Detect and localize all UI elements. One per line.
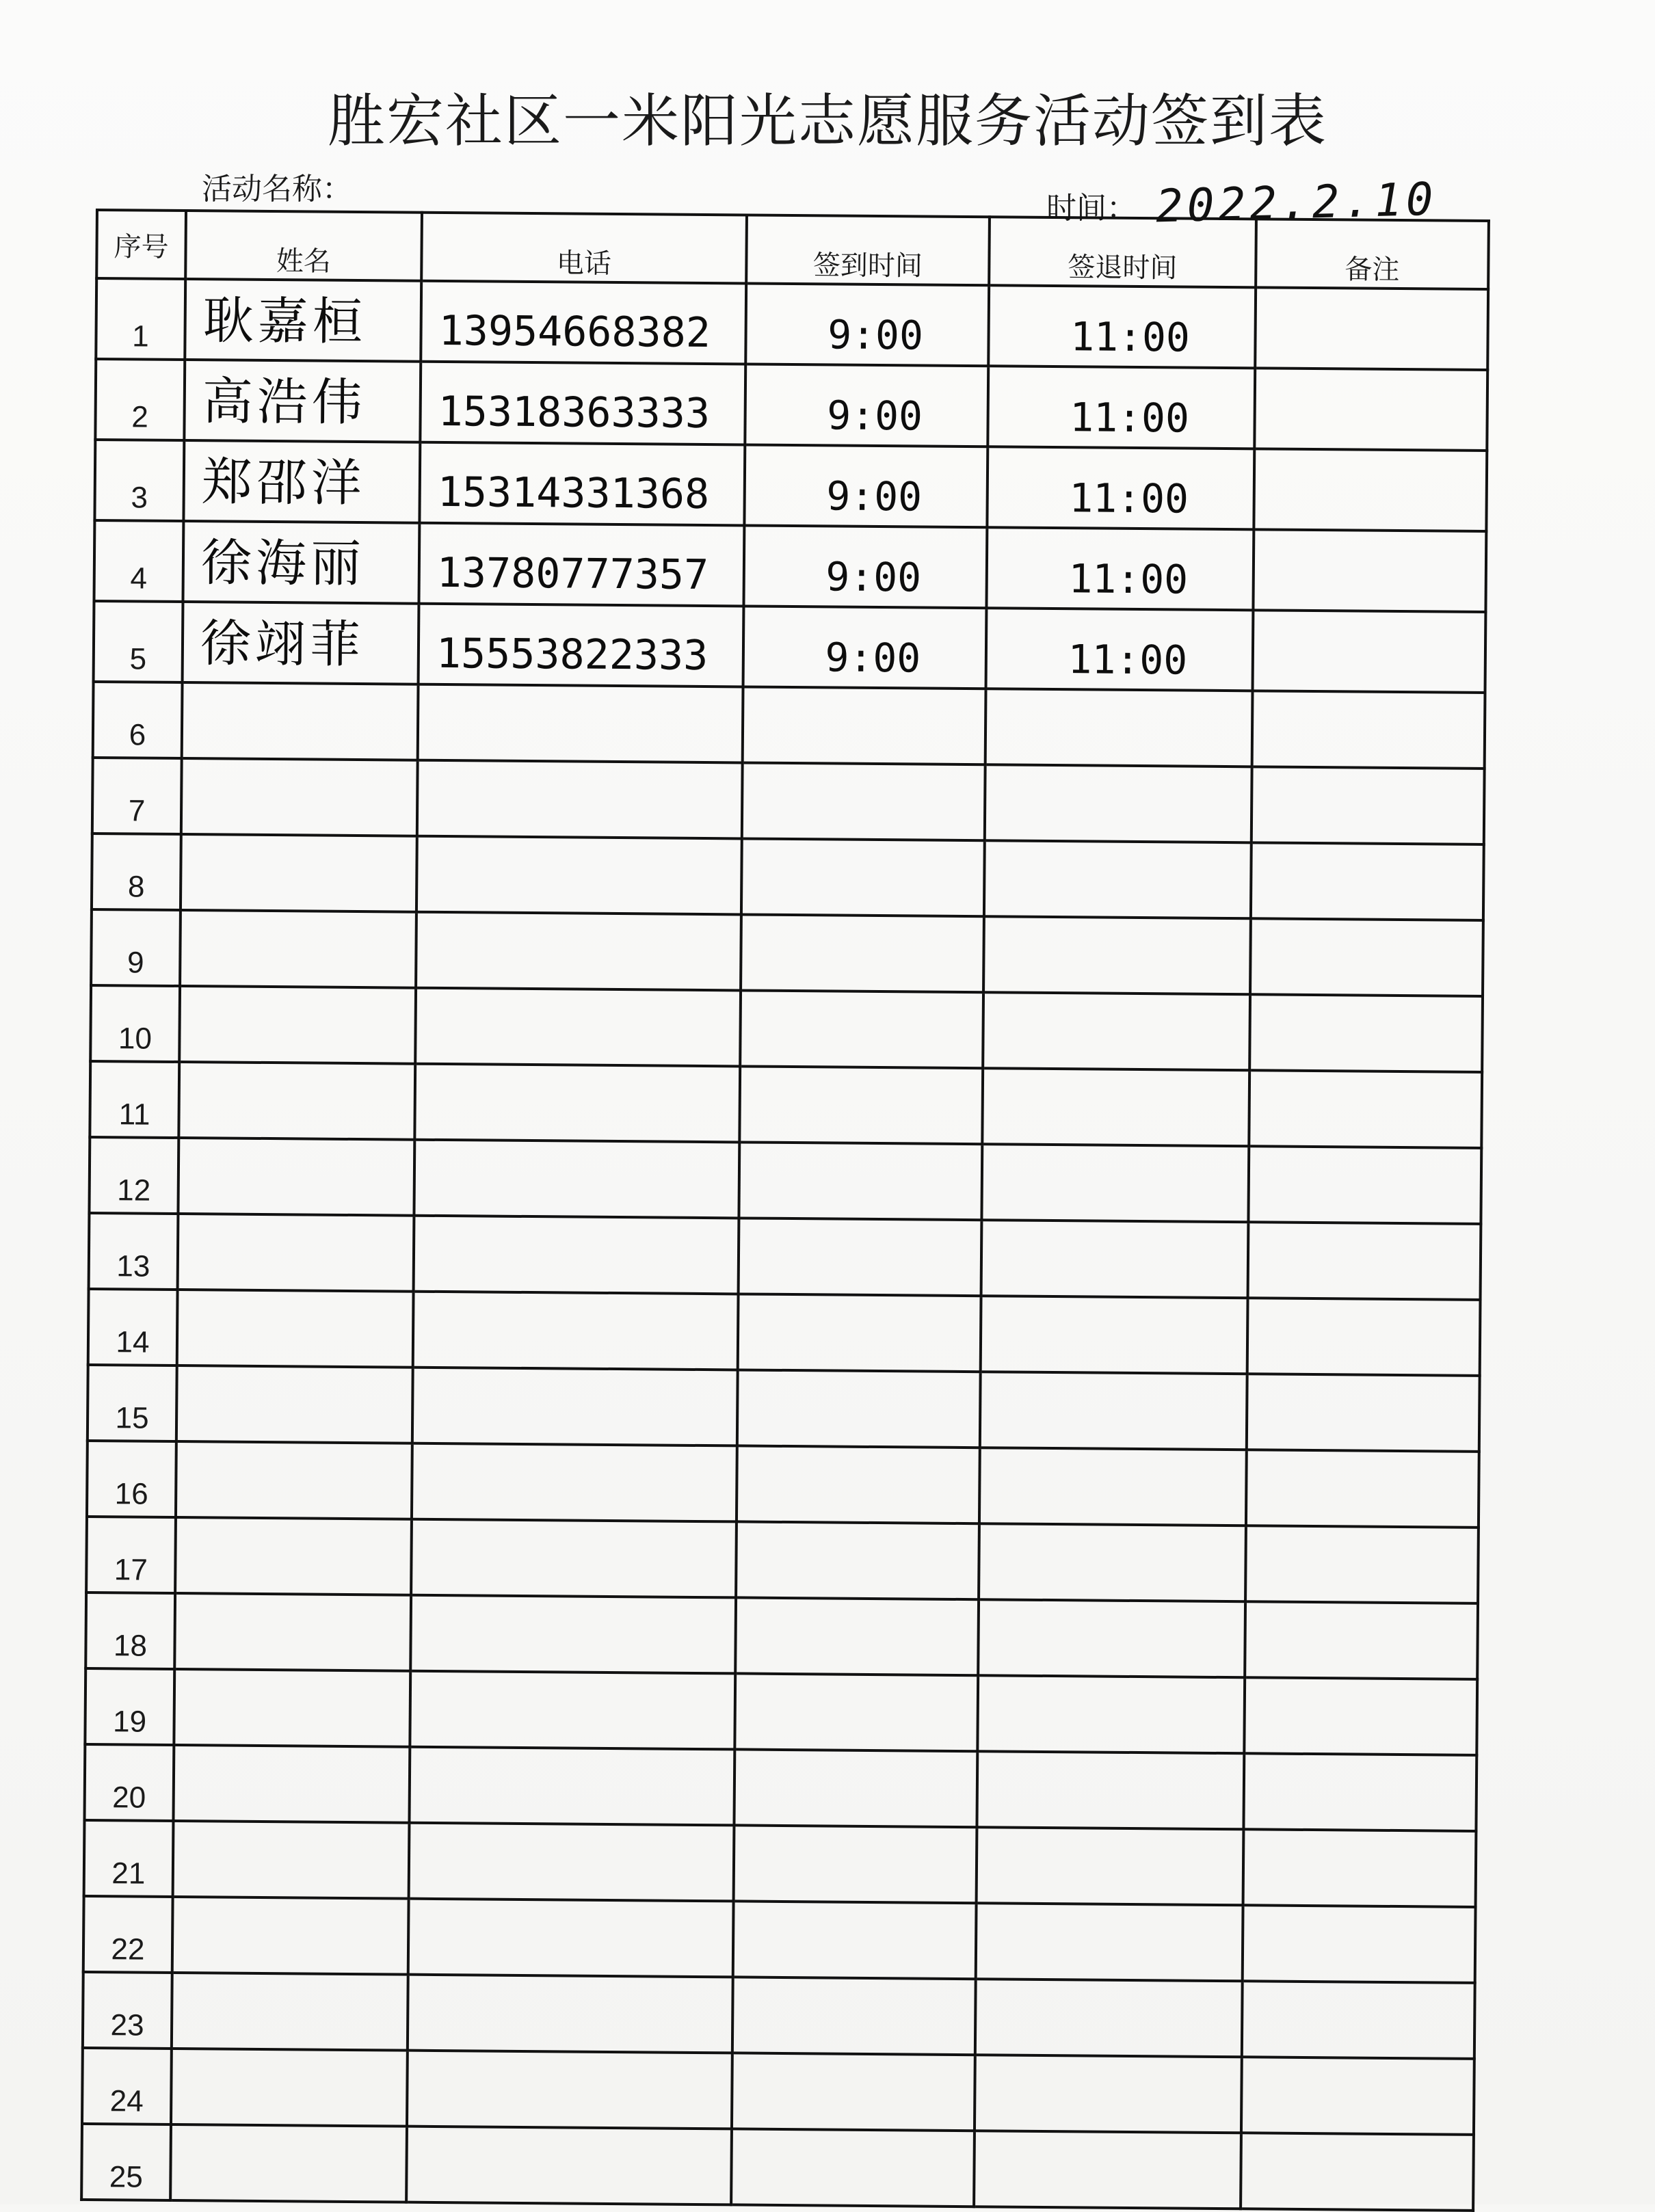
row-number: 15 bbox=[88, 1365, 177, 1441]
row-number: 13 bbox=[89, 1213, 178, 1290]
row-number: 9 bbox=[91, 909, 181, 986]
row-checkin bbox=[734, 1673, 978, 1751]
row-number: 18 bbox=[85, 1593, 175, 1669]
row-name bbox=[179, 986, 416, 1064]
row-phone: 13780777357 bbox=[419, 523, 744, 607]
row-number: 20 bbox=[84, 1744, 174, 1821]
table-body bbox=[81, 278, 1488, 2211]
header-note: 备注 bbox=[1256, 219, 1489, 289]
row-name bbox=[181, 758, 418, 836]
row-name bbox=[173, 1821, 410, 1899]
row-checkout bbox=[977, 1675, 1245, 1753]
time-label: 时间： bbox=[1046, 191, 1137, 226]
signin-table-wrapper bbox=[81, 209, 1487, 2194]
row-checkin: 9:00 bbox=[745, 283, 989, 366]
row-phone: 15318363333 bbox=[420, 362, 745, 445]
row-checkin bbox=[733, 1901, 977, 1979]
row-phone bbox=[410, 1595, 736, 1674]
row-checkin bbox=[734, 1825, 977, 1903]
row-note bbox=[1253, 610, 1486, 693]
row-checkin bbox=[739, 1066, 983, 1144]
row-name bbox=[175, 1517, 412, 1595]
row-number: 5 bbox=[94, 601, 183, 682]
header-phone: 电话 bbox=[421, 213, 747, 284]
row-note bbox=[1244, 1677, 1477, 1755]
row-note bbox=[1254, 449, 1487, 531]
table-header-row bbox=[96, 210, 1489, 289]
page-title: 胜宏社区一米阳光志愿服务活动签到表 bbox=[327, 88, 1327, 155]
row-note bbox=[1248, 1146, 1481, 1224]
table-row bbox=[94, 601, 1486, 693]
row-checkout bbox=[977, 1827, 1244, 1905]
row-note bbox=[1242, 1981, 1475, 2059]
row-note bbox=[1241, 2133, 1474, 2211]
row-note bbox=[1243, 1753, 1477, 1831]
row-name: 耿嘉桓 bbox=[185, 279, 421, 362]
row-phone bbox=[409, 1747, 734, 1826]
row-phone bbox=[409, 1823, 734, 1902]
header-checkout: 签退时间 bbox=[989, 217, 1256, 287]
row-checkin: 9:00 bbox=[743, 606, 987, 689]
row-note bbox=[1251, 842, 1484, 920]
row-checkout bbox=[985, 764, 1252, 842]
row-checkout bbox=[975, 2055, 1242, 2133]
row-checkin bbox=[739, 1218, 982, 1296]
row-name bbox=[180, 910, 416, 988]
row-checkin bbox=[741, 914, 984, 992]
row-name bbox=[178, 1138, 414, 1216]
row-name: 郑邵洋 bbox=[183, 440, 420, 523]
table-row bbox=[90, 1061, 1482, 1148]
row-name: 徐翊菲 bbox=[183, 602, 419, 684]
row-checkout bbox=[985, 689, 1253, 767]
row-number: 17 bbox=[86, 1517, 176, 1593]
row-phone bbox=[408, 1975, 733, 2053]
row-number: 21 bbox=[84, 1820, 174, 1897]
row-phone bbox=[417, 760, 743, 839]
row-note bbox=[1252, 767, 1485, 844]
row-phone bbox=[411, 1519, 737, 1598]
row-checkout bbox=[975, 1979, 1243, 2057]
row-checkout: 11:00 bbox=[988, 366, 1255, 449]
row-name bbox=[182, 682, 419, 760]
row-number: 3 bbox=[94, 440, 184, 521]
row-phone: 15314331368 bbox=[419, 442, 745, 526]
row-phone bbox=[414, 1064, 740, 1143]
row-checkin bbox=[731, 2129, 975, 2207]
table-row bbox=[83, 1972, 1475, 2059]
row-checkout: 11:00 bbox=[986, 527, 1254, 610]
table-row bbox=[94, 520, 1486, 612]
row-note bbox=[1247, 1374, 1480, 1452]
header-checkin: 签到时间 bbox=[746, 215, 990, 285]
row-checkin bbox=[741, 838, 985, 916]
table-row bbox=[88, 1289, 1481, 1376]
row-note bbox=[1245, 1601, 1478, 1679]
row-note bbox=[1249, 1070, 1482, 1148]
table-row bbox=[86, 1517, 1479, 1603]
row-note bbox=[1246, 1450, 1479, 1528]
row-checkin: 9:00 bbox=[743, 525, 987, 608]
row-number: 6 bbox=[93, 682, 183, 758]
row-name bbox=[176, 1441, 412, 1519]
table-row bbox=[81, 2124, 1474, 2211]
row-checkout bbox=[977, 1751, 1244, 1829]
row-checkout bbox=[978, 1599, 1245, 1677]
row-phone: 13954668382 bbox=[421, 281, 746, 364]
row-note bbox=[1245, 1525, 1479, 1603]
row-checkin bbox=[736, 1521, 979, 1599]
row-name: 徐海丽 bbox=[183, 521, 419, 604]
row-checkin bbox=[742, 762, 985, 840]
row-checkin bbox=[737, 1370, 981, 1448]
row-note bbox=[1250, 918, 1483, 996]
row-number: 25 bbox=[81, 2124, 171, 2200]
row-checkin bbox=[739, 1142, 982, 1220]
table-row bbox=[92, 758, 1485, 844]
row-number: 10 bbox=[90, 985, 180, 1062]
row-name bbox=[178, 1062, 415, 1140]
activity-name-label: 活动名称： bbox=[202, 172, 352, 206]
row-phone bbox=[418, 684, 743, 763]
row-number: 4 bbox=[94, 520, 183, 602]
row-number: 23 bbox=[83, 1972, 172, 2049]
signin-table bbox=[80, 209, 1490, 2212]
row-number: 19 bbox=[85, 1668, 174, 1745]
header-name: 姓名 bbox=[185, 211, 422, 281]
table-row bbox=[83, 1896, 1476, 1983]
row-note bbox=[1253, 529, 1486, 612]
row-name bbox=[172, 1897, 409, 1975]
table-row bbox=[84, 1744, 1477, 1831]
row-number: 1 bbox=[96, 278, 185, 360]
row-checkout bbox=[974, 2131, 1241, 2209]
time-value: 2022.2.10 bbox=[1155, 172, 1438, 233]
row-checkout bbox=[979, 1448, 1247, 1525]
table-row bbox=[89, 1137, 1481, 1224]
table-row bbox=[88, 1365, 1480, 1452]
row-note bbox=[1247, 1298, 1481, 1376]
table-row bbox=[94, 440, 1487, 531]
table-row bbox=[85, 1668, 1477, 1755]
row-number: 14 bbox=[88, 1289, 178, 1365]
row-phone bbox=[408, 1899, 734, 1977]
row-name bbox=[173, 1745, 410, 1823]
table-row bbox=[96, 278, 1488, 370]
table-row bbox=[90, 985, 1483, 1072]
table-row bbox=[82, 2048, 1474, 2135]
table-row bbox=[87, 1441, 1479, 1528]
row-number: 24 bbox=[82, 2048, 172, 2124]
row-note bbox=[1252, 691, 1485, 769]
row-checkin bbox=[738, 1294, 981, 1372]
row-note bbox=[1243, 1829, 1477, 1907]
header-seq: 序号 bbox=[96, 210, 186, 279]
row-number: 22 bbox=[83, 1896, 173, 1973]
row-name bbox=[170, 2124, 407, 2202]
row-checkout bbox=[982, 1068, 1249, 1146]
row-name: 高浩伟 bbox=[184, 360, 421, 442]
row-name bbox=[174, 1669, 410, 1747]
row-name bbox=[181, 834, 417, 912]
row-number: 8 bbox=[92, 834, 181, 910]
row-phone: 15553822333 bbox=[419, 604, 744, 687]
row-number: 16 bbox=[87, 1441, 176, 1517]
row-name bbox=[174, 1593, 411, 1671]
row-checkout bbox=[983, 916, 1251, 994]
row-checkout bbox=[976, 1903, 1243, 1981]
row-note bbox=[1243, 1905, 1476, 1983]
row-phone bbox=[414, 1216, 739, 1294]
row-note bbox=[1254, 368, 1487, 451]
row-name bbox=[172, 1973, 408, 2051]
row-checkin bbox=[732, 1977, 976, 2055]
row-checkout bbox=[983, 992, 1250, 1070]
row-checkout: 11:00 bbox=[986, 608, 1254, 691]
table-row bbox=[89, 1213, 1481, 1300]
row-checkin bbox=[732, 2053, 975, 2131]
row-checkin bbox=[735, 1597, 979, 1675]
row-checkout bbox=[980, 1372, 1247, 1450]
table-row bbox=[91, 909, 1483, 996]
row-checkin bbox=[734, 1749, 977, 1827]
row-phone bbox=[407, 2051, 732, 2129]
row-number: 12 bbox=[89, 1137, 178, 1214]
row-note bbox=[1241, 2057, 1474, 2135]
row-name bbox=[176, 1365, 413, 1443]
row-phone bbox=[412, 1368, 738, 1446]
row-name bbox=[171, 2049, 408, 2127]
row-phone bbox=[410, 1671, 735, 1750]
row-phone bbox=[415, 988, 741, 1067]
row-checkin bbox=[740, 990, 983, 1068]
row-number: 7 bbox=[92, 758, 182, 834]
row-checkin: 9:00 bbox=[744, 444, 988, 527]
row-phone bbox=[414, 1140, 739, 1218]
row-number: 11 bbox=[90, 1061, 179, 1138]
row-checkin: 9:00 bbox=[745, 364, 988, 447]
row-checkout: 11:00 bbox=[988, 285, 1256, 368]
table-row bbox=[93, 682, 1485, 769]
table-row bbox=[84, 1820, 1477, 1907]
row-note bbox=[1255, 287, 1488, 370]
row-checkout: 11:00 bbox=[987, 447, 1254, 529]
table-row bbox=[95, 359, 1487, 451]
row-note bbox=[1248, 1222, 1481, 1300]
row-note bbox=[1249, 994, 1483, 1072]
row-checkout bbox=[984, 840, 1252, 918]
table-row bbox=[92, 834, 1484, 920]
row-phone bbox=[416, 912, 741, 991]
row-checkout bbox=[979, 1523, 1246, 1601]
row-phone bbox=[412, 1443, 737, 1522]
row-name bbox=[178, 1214, 414, 1292]
row-name bbox=[177, 1290, 414, 1368]
row-phone bbox=[413, 1292, 739, 1370]
table-row bbox=[85, 1593, 1478, 1679]
row-checkout bbox=[981, 1296, 1248, 1374]
row-phone bbox=[416, 836, 742, 915]
row-checkin bbox=[743, 687, 986, 764]
row-checkin bbox=[737, 1445, 980, 1523]
row-checkout bbox=[981, 1220, 1249, 1298]
row-number: 2 bbox=[95, 359, 185, 440]
row-phone bbox=[406, 2127, 732, 2205]
row-checkout bbox=[981, 1144, 1249, 1222]
